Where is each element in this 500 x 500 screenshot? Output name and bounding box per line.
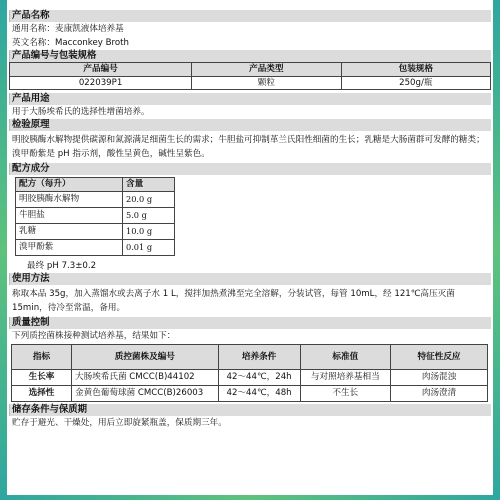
ingredient-amount: 10.0 g [123,224,175,240]
usage-text: 用于大肠埃希氏的选择性增菌培养。 [12,107,150,117]
section-title-principle: 检验原理 [9,119,491,131]
section-title-code-spec: 产品编号与包装规格 [9,50,491,62]
qc-header-reaction: 特征性反应 [391,345,488,370]
spec-table [9,62,491,90]
formula-header-ingredient: 配方（每升） [16,178,123,192]
storage-text: 贮存于避光、干燥处，用后立即旋紧瓶盖，保质期三年。 [12,418,227,428]
table-row [16,192,175,208]
section-title-qc: 质量控制 [9,317,491,329]
method-text: 称取本品 35g，加入蒸馏水或去离子水 1 L，搅拌加热煮沸至完全溶解，分装试管，每管 10mL，经 121℃高压灭菌 15min，待冷至常温，备用。 [12,289,455,313]
table-row [12,386,488,402]
bottom-decor-stripe [0,495,500,500]
left-decor-stripe [0,0,7,500]
qc-standard: 不生长 [300,386,391,402]
table-row [12,370,488,386]
qc-header-standard: 标准值 [300,345,391,370]
qc-table [11,344,488,402]
formula-table [15,177,175,256]
qc-reaction: 肉汤澄清 [391,386,488,402]
section-title-storage: 储存条件与保质期 [9,404,491,416]
spec-header-type: 产品类型 [192,63,341,77]
qc-condition: 42～44℃，48h [218,386,300,402]
common-name: 通用名称：麦康凯液体培养基 [12,24,124,34]
ingredient-name: 明胶胰酶水解物 [16,192,123,208]
section-title-name: 产品名称 [9,10,491,22]
qc-header-strain: 质控菌株及编号 [72,345,219,370]
qc-standard: 与对照培养基相当 [300,370,391,386]
table-row [16,208,175,224]
ingredient-name: 乳糖 [16,224,123,240]
ingredient-name: 牛胆盐 [16,208,123,224]
qc-strain: 大肠埃希氏菌 CMCC(B)44102 [72,370,219,386]
spec-header-code: 产品编号 [10,63,192,77]
table-row [16,224,175,240]
qc-reaction: 肉汤混浊 [391,370,488,386]
ingredient-name: 溴甲酚紫 [16,240,123,256]
qc-condition: 42～44℃，24h [218,370,300,386]
formula-header-amount: 含量 [123,178,175,192]
qc-indicator: 生长率 [12,370,72,386]
content [9,10,491,430]
ingredient-amount: 5.0 g [123,208,175,224]
principle-text: 明胶胰酶水解物提供碳源和氮源满足细菌生长的需求；牛胆盐可抑制革兰氏阳性细菌的生长；乳糖是大肠菌群可发酵的糖类；溴甲酚紫是 pH 指示剂，酸性呈黄色，碱性呈紫色。 [12,135,485,159]
spec-cell-package: 250g/瓶 [341,77,490,90]
qc-intro: 下列质控菌株接种测试培养基，结果如下： [12,331,176,341]
spec-cell-type: 颗粒 [192,77,341,90]
qc-header-indicator: 指标 [12,345,72,370]
qc-indicator: 选择性 [12,386,72,402]
ingredient-amount: 20.0 g [123,192,175,208]
table-row [16,240,175,256]
right-decor-stripe [493,0,500,500]
english-name: 英文名称：Macconkey Broth [12,38,129,48]
final-ph: 最终 pH 7.3±0.2 [27,261,97,271]
spec-header-package: 包装规格 [341,63,490,77]
table-row [10,77,491,90]
spec-cell-code: 022039P1 [10,77,192,90]
section-title-method: 使用方法 [9,273,491,285]
qc-header-condition: 培养条件 [218,345,300,370]
section-title-usage: 产品用途 [9,93,491,105]
qc-strain: 金黄色葡萄球菌 CMCC(B)26003 [72,386,219,402]
section-title-formula: 配方成分 [9,163,491,175]
ingredient-amount: 0.01 g [123,240,175,256]
